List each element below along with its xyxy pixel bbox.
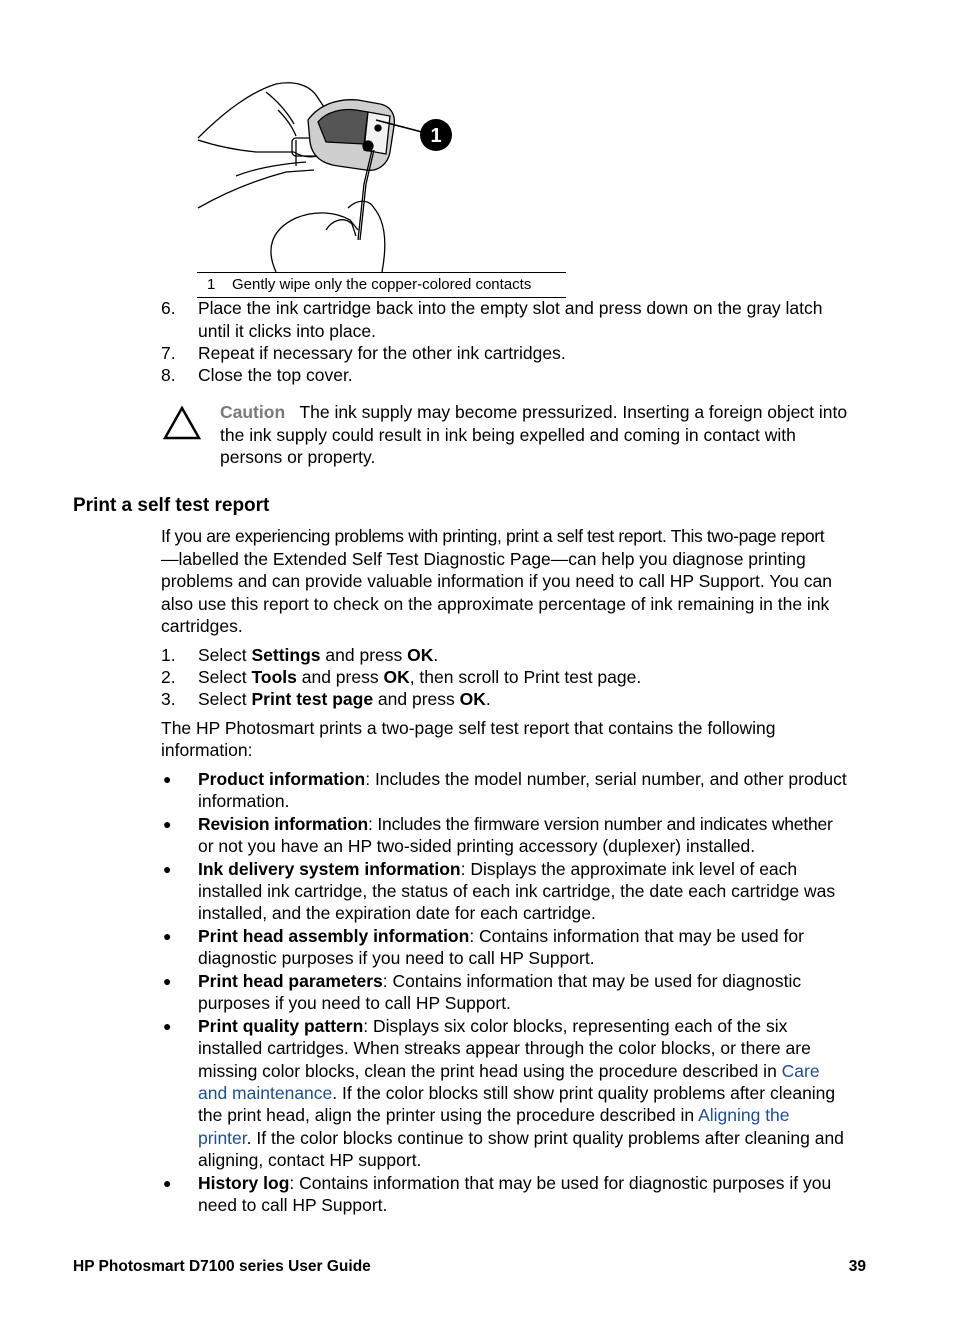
list-item-line: installed ink cartridge, the status of each ink cartridge, the date each cartridge was	[198, 881, 836, 901]
aligning-printer-link[interactable]: Aligning the	[698, 1105, 790, 1125]
care-maintenance-link[interactable]: and maintenance	[198, 1083, 333, 1103]
aligning-printer-link[interactable]: printer	[198, 1128, 247, 1148]
paragraph-line: —labelled the Extended Self Test Diagnostic Page—can help you diagnose printing	[161, 549, 806, 569]
callout-number: 1	[430, 125, 442, 147]
list-item-line: need to call HP Support.	[198, 1195, 388, 1215]
section-title: Print a self test report	[73, 495, 270, 516]
step-text: Close the top cover.	[198, 365, 353, 385]
paragraph-line: problems and can provide valuable information if you need to call HP Support. You can	[161, 571, 832, 591]
figure-caption	[197, 272, 566, 298]
list-item: Revision information: Includes the firmware version number and indicates whether	[198, 814, 833, 834]
step-number: 3.	[161, 689, 176, 709]
list-item-line: the print head, align the printer using the procedure described in Aligning the	[198, 1105, 790, 1125]
list-item-line: and maintenance. If the color blocks still show print quality problems after cleaning	[198, 1083, 836, 1103]
paragraph-line: information:	[161, 740, 253, 760]
paragraph-line: If you are experiencing problems with printing, print a self test report. This two-page report	[161, 526, 825, 546]
warning-triangle-icon	[163, 406, 201, 440]
page-number: 39	[848, 1258, 866, 1275]
step-number: 7.	[161, 343, 176, 363]
step-number: 1.	[161, 645, 176, 665]
list-item: Print head assembly information: Contains information that may be used for	[198, 926, 804, 946]
step-text: Repeat if necessary for the other ink cartridges.	[198, 343, 566, 363]
step-number: 8.	[161, 365, 176, 385]
bullet-marker: ●	[163, 771, 172, 787]
list-item-line: missing color blocks, clean the print head using the procedure described in Care	[198, 1061, 820, 1081]
caption-number: 1	[207, 276, 216, 293]
paragraph-line: also use this report to check on the approximate percentage of ink remaining in the ink	[161, 594, 830, 614]
list-item-line: installed cartridges. When streaks appear through the color blocks, or there are	[198, 1038, 811, 1058]
caption-text: Gently wipe only the copper-colored contacts	[232, 276, 532, 293]
bullet-marker: ●	[163, 1175, 172, 1191]
bullet-marker: ●	[163, 928, 172, 944]
list-item-line: diagnostic purposes if you need to call HP Support.	[198, 948, 595, 968]
step-text: Select Print test page and press OK.	[198, 689, 491, 709]
list-item-line: aligning, contact HP support.	[198, 1150, 422, 1170]
bullet-marker: ●	[163, 1018, 172, 1034]
step-text: until it clicks into place.	[198, 321, 376, 341]
list-item: Print quality pattern: Displays six color blocks, representing each of the six	[198, 1016, 788, 1036]
caution-text: the ink supply could result in ink being expelled and coming in contact with	[220, 425, 796, 445]
list-item: Print head parameters: Contains information that may be used for diagnostic	[198, 971, 802, 991]
caution-text: persons or property.	[220, 447, 376, 467]
list-item-line: purposes if you need to call HP Support.	[198, 993, 511, 1013]
list-item-line: or not you have an HP two-sided printing accessory (duplexer) installed.	[198, 836, 756, 856]
list-item: Product information: Includes the model number, serial number, and other product	[198, 769, 847, 789]
step-text: Place the ink cartridge back into the empty slot and press down on the gray latch	[198, 298, 823, 318]
step-number: 2.	[161, 667, 176, 687]
bullet-marker: ●	[163, 861, 172, 877]
step-text: Select Settings and press OK.	[198, 645, 439, 665]
paragraph-line: cartridges.	[161, 616, 243, 636]
paragraph-line: The HP Photosmart prints a two-page self test report that contains the following	[161, 718, 776, 738]
list-item: Ink delivery system information: Displays the approximate ink level of each	[198, 859, 798, 879]
list-item-line: information.	[198, 791, 290, 811]
caution-text: The ink supply may become pressurized. Inserting a foreign object into	[299, 402, 848, 422]
step-number: 6.	[161, 298, 176, 318]
cartridge-cleaning-illustration	[196, 80, 466, 272]
footer-title: HP Photosmart D7100 series User Guide	[73, 1258, 371, 1275]
bullet-marker: ●	[163, 973, 172, 989]
step-text: Select Tools and press OK, then scroll to Print test page.	[198, 667, 642, 687]
list-item-line: printer. If the color blocks continue to show print quality problems after cleaning and	[198, 1128, 844, 1148]
list-item: History log: Contains information that may be used for diagnostic purposes if you	[198, 1173, 832, 1193]
caution-label: Caution	[220, 402, 286, 422]
bullet-marker: ●	[163, 816, 172, 832]
care-maintenance-link[interactable]: Care	[781, 1061, 820, 1081]
list-item-line: installed, and the expiration date for each cartridge.	[198, 903, 596, 923]
